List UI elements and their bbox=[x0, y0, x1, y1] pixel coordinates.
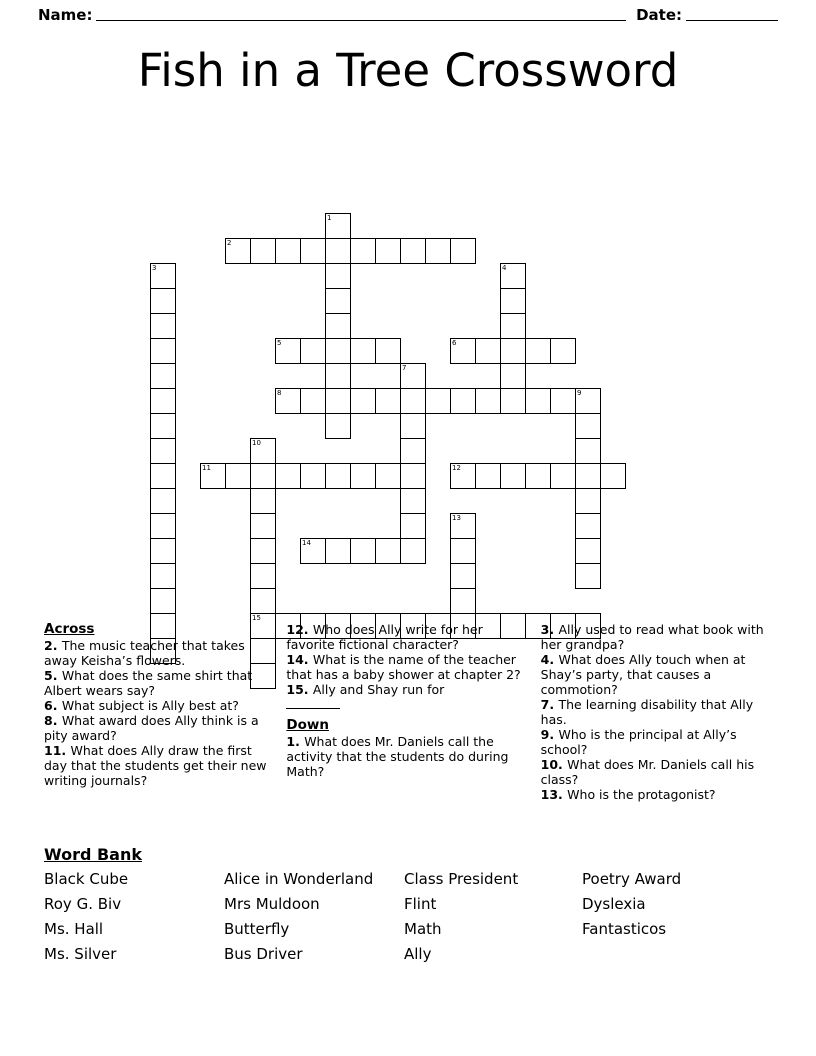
word-bank-list bbox=[44, 870, 774, 963]
cell-number: 6 bbox=[452, 339, 457, 347]
word-bank-item: Ms. Hall bbox=[44, 920, 104, 938]
crossword-cell[interactable] bbox=[325, 463, 351, 489]
clue-text: The music teacher that takes away Keisha’s flowers. bbox=[44, 638, 245, 668]
clue-text: What award does Ally think is a pity award? bbox=[44, 713, 259, 743]
crossword-cell[interactable] bbox=[400, 363, 426, 389]
cell-number: 13 bbox=[452, 514, 461, 522]
clue-text: Who is the principal at Ally’s school? bbox=[540, 727, 737, 757]
crossword-cell[interactable] bbox=[325, 238, 351, 264]
clue-text: What is the name of the teacher that has a baby shower at chapter 2? bbox=[286, 652, 521, 682]
clue-item bbox=[44, 713, 272, 743]
word-bank-item: Ally bbox=[404, 945, 432, 963]
clue-item bbox=[44, 743, 272, 788]
clue-text: Ally and Shay run for bbox=[312, 682, 445, 697]
crossword-cell[interactable] bbox=[350, 388, 376, 414]
clue-text: The learning disability that Ally has. bbox=[540, 697, 754, 727]
crossword-cell[interactable] bbox=[575, 513, 601, 539]
crossword-cell[interactable] bbox=[575, 388, 601, 414]
clue-column-1 bbox=[44, 622, 272, 802]
crossword-cell[interactable] bbox=[400, 488, 426, 514]
clue-column-3 bbox=[541, 622, 774, 802]
clue-text: What does Ally draw the first day that the students get their new writing journals? bbox=[44, 743, 267, 788]
clue-number: 11. bbox=[44, 743, 71, 758]
word-bank-item: Black Cube bbox=[44, 870, 129, 888]
clue-number: 6. bbox=[44, 698, 62, 713]
crossword-cell[interactable] bbox=[350, 538, 376, 564]
crossword-cell[interactable] bbox=[250, 488, 276, 514]
crossword-cell[interactable] bbox=[150, 513, 176, 539]
crossword-cell[interactable] bbox=[300, 338, 326, 364]
clue-item bbox=[541, 697, 774, 727]
crossword-cell[interactable] bbox=[575, 538, 601, 564]
crossword-cell[interactable] bbox=[325, 338, 351, 364]
crossword-cell[interactable] bbox=[150, 338, 176, 364]
crossword-cell[interactable] bbox=[325, 413, 351, 439]
crossword-cell[interactable] bbox=[300, 388, 326, 414]
crossword-cell[interactable] bbox=[350, 238, 376, 264]
crossword-cell[interactable] bbox=[525, 463, 551, 489]
crossword-cell[interactable] bbox=[150, 388, 176, 414]
crossword-cell[interactable] bbox=[575, 488, 601, 514]
crossword-cell[interactable] bbox=[325, 363, 351, 389]
crossword-cell[interactable] bbox=[375, 388, 401, 414]
crossword-cell[interactable] bbox=[150, 313, 176, 339]
crossword-cell[interactable] bbox=[150, 438, 176, 464]
crossword-cell[interactable] bbox=[225, 463, 251, 489]
crossword-cell[interactable] bbox=[500, 388, 526, 414]
clue-text: Who does Ally write for her favorite fictional character? bbox=[286, 622, 483, 652]
word-bank-item: Flint bbox=[404, 895, 437, 913]
date-write-line[interactable] bbox=[686, 7, 778, 21]
clue-text: What subject is Ally best at? bbox=[61, 698, 239, 713]
crossword-cell[interactable] bbox=[450, 388, 476, 414]
clue-number: 13. bbox=[540, 787, 568, 802]
cell-number: 2 bbox=[227, 239, 232, 247]
crossword-cell[interactable] bbox=[450, 513, 476, 539]
crossword-cell[interactable] bbox=[575, 438, 601, 464]
crossword-cell[interactable] bbox=[400, 238, 426, 264]
clue-number: 5. bbox=[44, 668, 62, 683]
cell-number: 10 bbox=[252, 439, 261, 447]
crossword-cell[interactable] bbox=[250, 438, 276, 464]
clue-text: What does Ally touch when at Shay’s party, that causes a commotion? bbox=[540, 652, 746, 697]
worksheet-header bbox=[0, 0, 816, 24]
clue-text: What does Mr. Daniels call the activity that the students do during Math? bbox=[286, 734, 509, 779]
crossword-cell[interactable] bbox=[425, 388, 451, 414]
crossword-cell[interactable] bbox=[475, 463, 501, 489]
word-bank-item: Fantasticos bbox=[582, 920, 667, 938]
crossword-cell[interactable] bbox=[525, 388, 551, 414]
crossword-cell[interactable] bbox=[150, 538, 176, 564]
crossword-cell[interactable] bbox=[350, 338, 376, 364]
crossword-cell[interactable] bbox=[550, 388, 576, 414]
crossword-cell[interactable] bbox=[150, 413, 176, 439]
word-bank-item: Math bbox=[404, 920, 442, 938]
crossword-cell[interactable] bbox=[500, 463, 526, 489]
crossword-cell[interactable] bbox=[375, 463, 401, 489]
word-bank-item: Butterfly bbox=[224, 920, 290, 938]
word-bank-item: Class President bbox=[404, 870, 519, 888]
date-label: Date: bbox=[636, 6, 682, 24]
page-title: Fish in a Tree Crossword bbox=[137, 44, 679, 97]
clue-number: 1. bbox=[286, 734, 305, 749]
crossword-cell[interactable] bbox=[400, 538, 426, 564]
crossword-cell[interactable] bbox=[425, 238, 451, 264]
crossword-cell[interactable] bbox=[225, 238, 251, 264]
word-bank-item: Bus Driver bbox=[224, 945, 303, 963]
crossword-cell[interactable] bbox=[400, 438, 426, 464]
crossword-cell[interactable] bbox=[575, 413, 601, 439]
cell-number: 3 bbox=[152, 264, 157, 272]
clue-item bbox=[541, 727, 774, 757]
clue-item bbox=[286, 622, 526, 652]
word-bank-item: Dyslexia bbox=[582, 895, 646, 913]
crossword-cell[interactable] bbox=[575, 563, 601, 589]
word-bank-item: Mrs Muldoon bbox=[224, 895, 320, 913]
name-write-line[interactable] bbox=[96, 7, 626, 21]
clue-number: 14. bbox=[286, 652, 313, 667]
crossword-cell[interactable] bbox=[350, 463, 376, 489]
crossword-cell[interactable] bbox=[400, 463, 426, 489]
clue-item bbox=[541, 622, 774, 652]
cell-number: 9 bbox=[577, 389, 582, 397]
crossword-cell[interactable] bbox=[150, 363, 176, 389]
word-bank-item: Alice in Wonderland bbox=[224, 870, 374, 888]
word-bank-item: Roy G. Biv bbox=[44, 895, 122, 913]
word-bank-heading: Word Bank bbox=[44, 845, 143, 864]
cell-number: 11 bbox=[202, 464, 211, 472]
crossword-cell[interactable] bbox=[450, 338, 476, 364]
clue-number: 12. bbox=[286, 622, 313, 637]
clue-text: Ally used to read what book with her grandpa? bbox=[540, 622, 764, 652]
crossword-cell[interactable] bbox=[250, 463, 276, 489]
crossword-cell[interactable] bbox=[275, 238, 301, 264]
clue-number: 10. bbox=[540, 757, 568, 772]
crossword-cell[interactable] bbox=[525, 338, 551, 364]
crossword-cell[interactable] bbox=[150, 288, 176, 314]
crossword-cell[interactable] bbox=[275, 388, 301, 414]
cell-number: 1 bbox=[327, 214, 332, 222]
crossword-cell[interactable] bbox=[150, 488, 176, 514]
clue-item bbox=[541, 787, 774, 802]
down-heading: Down bbox=[286, 717, 329, 733]
crossword-grid[interactable] bbox=[0, 105, 816, 622]
clue-item bbox=[541, 757, 774, 787]
crossword-cell[interactable] bbox=[475, 338, 501, 364]
word-bank-item: Ms. Silver bbox=[44, 945, 117, 963]
clue-item bbox=[286, 734, 526, 779]
crossword-cell[interactable] bbox=[400, 413, 426, 439]
clue-item bbox=[286, 652, 526, 682]
crossword-cell[interactable] bbox=[375, 338, 401, 364]
clue-column-2 bbox=[286, 622, 526, 802]
crossword-cell[interactable] bbox=[150, 563, 176, 589]
crossword-cell[interactable] bbox=[375, 538, 401, 564]
crossword-cell[interactable] bbox=[400, 513, 426, 539]
crossword-cell[interactable] bbox=[200, 463, 226, 489]
cell-number: 5 bbox=[277, 339, 282, 347]
crossword-cell[interactable] bbox=[300, 538, 326, 564]
crossword-cell[interactable] bbox=[275, 338, 301, 364]
across-heading: Across bbox=[44, 621, 95, 637]
crossword-cell[interactable] bbox=[250, 513, 276, 539]
crossword-cell[interactable] bbox=[500, 338, 526, 364]
clue-item bbox=[44, 638, 272, 668]
crossword-cell[interactable] bbox=[325, 538, 351, 564]
crossword-cell[interactable] bbox=[300, 238, 326, 264]
clue-number: 4. bbox=[540, 652, 559, 667]
crossword-cell[interactable] bbox=[150, 263, 176, 289]
crossword-cell[interactable] bbox=[575, 463, 601, 489]
crossword-cell[interactable] bbox=[550, 338, 576, 364]
crossword-cell[interactable] bbox=[550, 463, 576, 489]
word-bank-section bbox=[44, 845, 774, 963]
crossword-cell[interactable] bbox=[300, 463, 326, 489]
crossword-cell[interactable] bbox=[450, 538, 476, 564]
clue-item bbox=[541, 652, 774, 697]
crossword-cell[interactable] bbox=[450, 588, 476, 614]
cell-number: 7 bbox=[402, 364, 407, 372]
clue-number: 9. bbox=[540, 727, 559, 742]
crossword-cell[interactable] bbox=[325, 213, 351, 239]
crossword-cell[interactable] bbox=[250, 238, 276, 264]
crossword-cell[interactable] bbox=[500, 313, 526, 339]
cell-number: 15 bbox=[252, 614, 261, 622]
clue-text: Who is the protagonist? bbox=[567, 787, 716, 802]
cell-number: 14 bbox=[302, 539, 311, 547]
crossword-cell[interactable] bbox=[150, 588, 176, 614]
answer-blank-line[interactable] bbox=[286, 697, 340, 709]
clues-section bbox=[44, 622, 774, 802]
clue-number: 15. bbox=[286, 682, 313, 697]
crossword-cell[interactable] bbox=[450, 563, 476, 589]
crossword-cell[interactable] bbox=[325, 263, 351, 289]
cell-number: 8 bbox=[277, 389, 282, 397]
crossword-cell[interactable] bbox=[275, 463, 301, 489]
clue-text: What does the same shirt that Albert wears say? bbox=[44, 668, 253, 698]
crossword-cell[interactable] bbox=[325, 388, 351, 414]
cell-number: 12 bbox=[452, 464, 461, 472]
crossword-cell[interactable] bbox=[325, 313, 351, 339]
crossword-cell[interactable] bbox=[250, 588, 276, 614]
crossword-cell[interactable] bbox=[325, 288, 351, 314]
crossword-cell[interactable] bbox=[500, 288, 526, 314]
crossword-cell[interactable] bbox=[600, 463, 626, 489]
clue-item bbox=[286, 682, 526, 712]
clue-item bbox=[44, 668, 272, 698]
clue-number: 2. bbox=[44, 638, 62, 653]
crossword-cell[interactable] bbox=[500, 363, 526, 389]
clue-text: What does Mr. Daniels call his class? bbox=[540, 757, 755, 787]
crossword-cell[interactable] bbox=[475, 388, 501, 414]
name-label: Name: bbox=[38, 6, 93, 24]
crossword-cell[interactable] bbox=[400, 388, 426, 414]
clue-number: 3. bbox=[540, 622, 559, 637]
crossword-cell[interactable] bbox=[250, 563, 276, 589]
clue-item bbox=[44, 698, 272, 713]
word-bank-item bbox=[582, 945, 772, 963]
crossword-cell[interactable] bbox=[375, 238, 401, 264]
clue-number: 8. bbox=[44, 713, 62, 728]
crossword-cell[interactable] bbox=[450, 463, 476, 489]
crossword-cell[interactable] bbox=[150, 463, 176, 489]
clue-number: 7. bbox=[540, 697, 559, 712]
crossword-cell[interactable] bbox=[250, 538, 276, 564]
crossword-cell[interactable] bbox=[500, 263, 526, 289]
crossword-cell[interactable] bbox=[450, 238, 476, 264]
cell-number: 4 bbox=[502, 264, 507, 272]
word-bank-item: Poetry Award bbox=[582, 870, 682, 888]
